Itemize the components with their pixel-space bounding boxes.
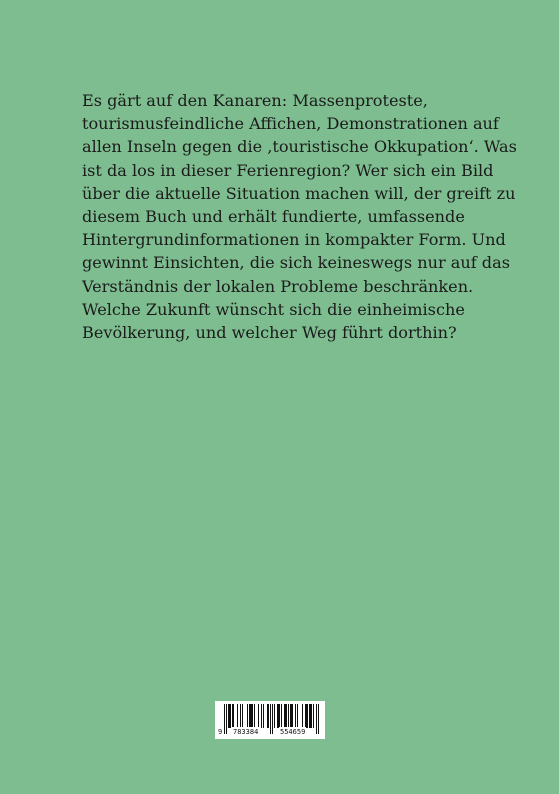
barcode-digits-right: 554659	[280, 728, 306, 736]
barcode-digits-left: 783384	[233, 728, 259, 736]
blurb-line: Es gärt auf den Kanaren: Massenproteste,	[82, 91, 428, 110]
barcode-digits	[215, 727, 325, 737]
barcode-bar	[291, 704, 292, 728]
barcode-digit-first: 9	[218, 728, 223, 736]
blurb-line: über die aktuelle Situation machen will, der greift zu	[82, 183, 516, 203]
barcode-bar	[242, 704, 243, 728]
blurb-line: Bevölkerung, und welcher Weg führt dorthin?	[82, 323, 457, 343]
barcode-bar	[306, 704, 307, 728]
barcode-bar	[307, 704, 308, 728]
barcode-bar	[286, 704, 287, 728]
barcode-bar	[313, 704, 314, 728]
barcode-bar	[274, 704, 275, 728]
barcode-bar	[252, 704, 253, 728]
barcode-bar	[290, 704, 291, 728]
blurb-line: Hintergrundinformationen in kompakter Form. Und	[82, 230, 506, 250]
barcode-bar	[297, 704, 298, 728]
barcode-bar	[295, 704, 296, 728]
blurb-text	[82, 89, 517, 344]
barcode-bar	[258, 704, 259, 728]
barcode-bar	[292, 704, 293, 728]
barcode-bar	[279, 704, 280, 728]
isbn-barcode	[215, 701, 325, 739]
blurb-line: tourismusfeindliche Affichen, Demonstrationen auf	[82, 114, 499, 134]
barcode-bar	[268, 704, 269, 728]
barcode-bar	[311, 704, 312, 728]
barcode-bar	[284, 704, 285, 728]
barcode-bar	[233, 704, 234, 728]
barcode-bar	[261, 704, 262, 728]
barcode-bar	[310, 704, 311, 728]
barcode-bar	[247, 704, 248, 728]
barcode-bar	[305, 704, 306, 728]
blurb-line: Welche Zukunft wünscht sich die einheimische	[82, 299, 465, 319]
barcode-bar	[237, 704, 238, 728]
barcode-bar	[281, 704, 282, 728]
blurb-line: Verständnis der lokalen Probleme beschränken.	[82, 276, 474, 296]
barcode-bar	[228, 704, 229, 728]
blurb-line: ist da los in dieser Ferienregion? Wer sich ein Bild	[82, 160, 494, 180]
barcode-bar	[277, 704, 278, 728]
barcode-bar	[288, 704, 289, 728]
barcode-bar	[251, 704, 252, 728]
barcode-bar	[240, 704, 241, 728]
blurb-line: allen Inseln gegen die ‚touristische Okkupation‘. Was	[82, 137, 517, 157]
barcode-bar	[278, 704, 279, 728]
barcode-bar	[254, 704, 255, 728]
barcode-bar	[285, 704, 286, 728]
barcode-bar	[250, 704, 251, 728]
barcode-bar	[267, 704, 268, 728]
barcode-bar	[249, 704, 250, 728]
blurb-line: diesem Buch und erhält fundierte, umfassende	[82, 207, 465, 227]
barcode-bar	[229, 704, 230, 728]
barcode-bar	[230, 704, 231, 728]
barcode-bar	[263, 704, 264, 728]
barcode-bar	[232, 704, 233, 728]
blurb-line: gewinnt Einsichten, die sich keineswegs nur auf das	[82, 253, 510, 273]
barcode-bar	[309, 704, 310, 728]
barcode-bar	[302, 704, 303, 728]
